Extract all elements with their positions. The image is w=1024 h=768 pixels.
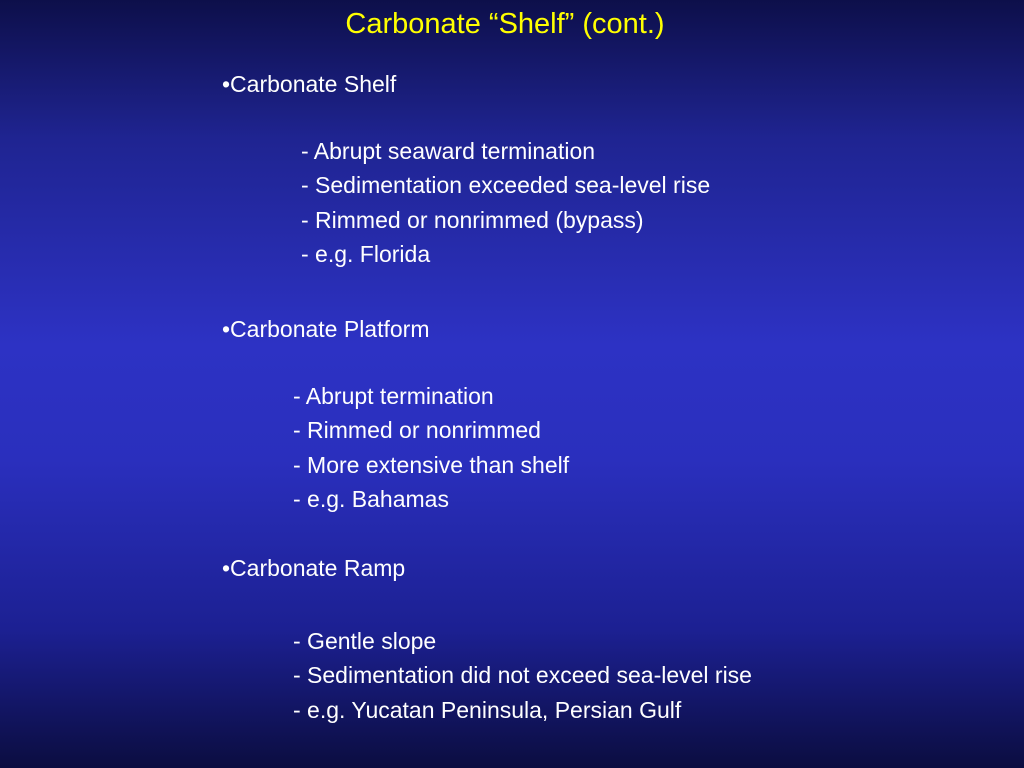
slide-title: Carbonate “Shelf” (cont.): [345, 8, 665, 40]
section-heading: •Carbonate Shelf: [222, 71, 397, 97]
list-item: - Abrupt termination: [293, 383, 494, 409]
list-item: - e.g. Yucatan Peninsula, Persian Gulf: [293, 696, 682, 723]
list-item: - Sedimentation did not exceed sea-level rise: [293, 662, 752, 689]
sub-bullet-list: [301, 134, 710, 271]
list-item: - e.g. Florida: [301, 240, 431, 267]
list-item: - More extensive than shelf: [293, 451, 570, 478]
list-item: - Abrupt seaward termination: [301, 138, 596, 164]
section-heading: •Carbonate Platform: [222, 316, 430, 342]
sub-bullet-list: [293, 624, 752, 727]
section-heading: •Carbonate Ramp: [222, 555, 406, 581]
sub-bullet-list: [293, 379, 569, 516]
list-item: - Rimmed or nonrimmed: [293, 417, 541, 444]
list-item: - Rimmed or nonrimmed (bypass): [301, 206, 644, 233]
section-carbonate-ramp: [222, 551, 752, 723]
section-carbonate-shelf: [222, 67, 711, 267]
section-carbonate-platform: [222, 312, 570, 512]
list-item: - Sedimentation exceeded sea-level rise: [301, 172, 711, 199]
list-item: - Gentle slope: [293, 628, 437, 654]
list-item: - e.g. Bahamas: [293, 485, 449, 512]
